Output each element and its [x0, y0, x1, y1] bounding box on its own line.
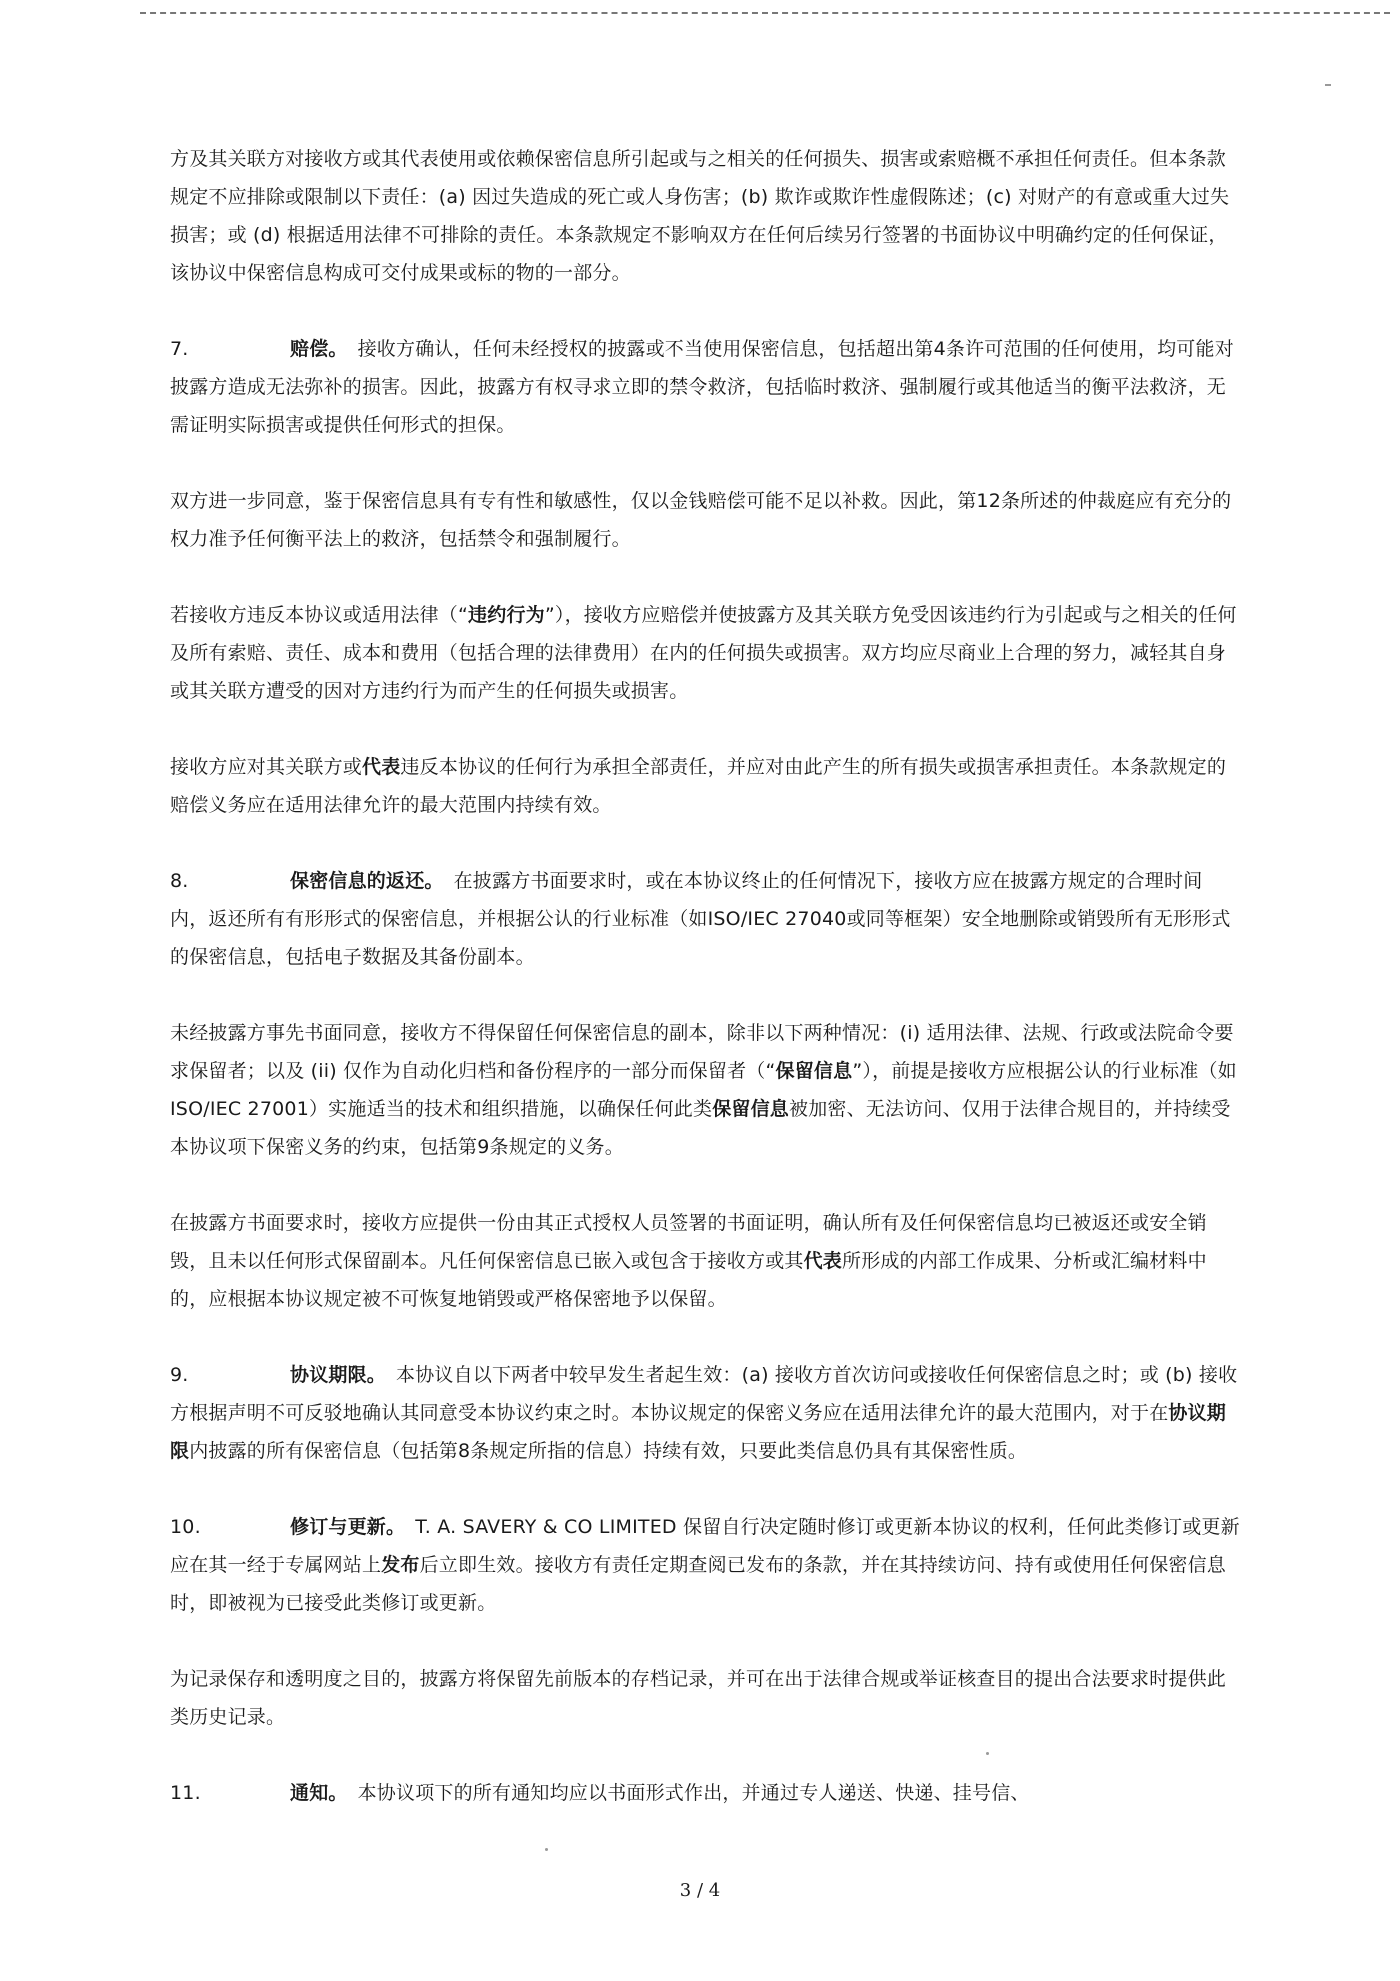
text-segment: 内披露的所有保密信息（包括第8条规定所指的信息）持续有效，只要此类信息仍具有其保密性质。: [189, 1440, 1028, 1462]
text-segment: 所形成的内部工作成果、分析或汇编材料中的，应根据本协议规定被不可恢复地销毁或严格保密地予以保留。: [170, 1250, 1207, 1310]
text-segment: 在披露方书面要求时，接收方应提供一份由其正式授权人员签署的书面证明，确认所有及任何保密信息均已被返还或安全销毁，且未以任何形式保留副本。凡任何保密信息已嵌入或包含于接收方或其: [170, 1212, 1207, 1272]
defined-term: 保留信息: [712, 1098, 789, 1120]
clause-title: 协议期限。: [290, 1364, 387, 1386]
clause-title: 赔偿。: [290, 338, 348, 360]
page-number: 3 / 4: [679, 1880, 721, 1901]
text-segment: 后立即生效。接收方有责任定期查阅已发布的条款，并在其持续访问、持有或使用任何保密信息时，即被视为已接受此类修订或更新。: [170, 1554, 1227, 1614]
text-segment: ”），前提是接收方应根据公认的行业标准（如ISO/IEC 27001）实施适当的技术和组织措施，以确保任何此类: [170, 1060, 1237, 1120]
clause-11: [170, 1774, 1240, 1812]
text-segment: ”），接收方应赔偿并使披露方及其关联方免受因该违约行为引起或与之相关的任何及所有索赔、责任、成本和费用（包括合理的法律费用）在内的任何损失或损害。双方均应尽商业上合理的努力，减轻其自身或其关联方遭受的因对方违约行为而产生的任何损失或损害。: [170, 604, 1237, 702]
text-segment: T. A. SAVERY & CO LIMITED 保留自行决定随时修订或更新本协议的权利，任何此类修订或更新应在其一经于专属网站上: [170, 1516, 1240, 1576]
text-segment: 被加密、无法访问、仅用于法律合规目的，并持续受本协议项下保密义务的约束，包括第9条规定的义务。: [170, 1098, 1231, 1158]
text-segment: 未经披露方事先书面同意，接收方不得保留任何保密信息的副本，除非以下两种情况：(i) 适用法律、法规、行政或法院命令要求保留者；以及 (ii) 仅作为自动化归档和备份程序的一部分而保留者（“: [170, 1022, 1234, 1082]
scan-top-rule: [140, 12, 1390, 14]
text-segment: 方及其关联方对接收方或其代表使用或依赖保密信息所引起或与之相关的任何损失、损害或索赔概不承担任何责任。但本条款规定不应排除或限制以下责任：(a) 因过失造成的死亡或人身伤害；(b) 欺诈或欺诈性虚假陈述；(c) 对财产的有意或重大过失损害；或 (d) 根据适用法律不可排除的责任。本条款规定不影响双方在任何后续另行签署的书面协议中明确约定的任何保证，该协议中保密信息构成可交付成果或标的物的一部分。: [170, 148, 1230, 284]
text-segment: 双方进一步同意，鉴于保密信息具有专有性和敏感性，仅以金钱赔偿可能不足以补救。因此，第12条所述的仲裁庭应有充分的权力准予任何衡平法上的救济，包括禁令和强制履行。: [170, 490, 1232, 550]
defined-term: 代表: [803, 1250, 843, 1272]
paragraph: [170, 1014, 1240, 1166]
paragraph: [170, 596, 1240, 710]
text-segment: 本协议自以下两者中较早发生者起生效：(a) 接收方首次访问或接收任何保密信息之时；或 (b) 接收方根据声明不可反驳地确认其同意受本协议约束之时。本协议规定的保密义务应在适用法律允许的最大范围内，对于在: [170, 1364, 1238, 1424]
text-segment: 接收方确认，任何未经授权的披露或不当使用保密信息，包括超出第4条许可范围的任何使用，均可能对披露方造成无法弥补的损害。因此，披露方有权寻求立即的禁令救济，包括临时救济、强制履行或其他适当的衡平法救济，无需证明实际损害或提供任何形式的担保。: [170, 338, 1234, 436]
paragraph: [170, 748, 1240, 824]
clause-number: 10.: [170, 1516, 201, 1538]
clause-number: 8.: [170, 870, 189, 892]
clause-title: 修订与更新。: [290, 1516, 406, 1538]
paragraph: [170, 482, 1240, 558]
defined-term: 违约行为: [468, 604, 545, 626]
text-segment: 若接收方违反本协议或适用法律（“: [170, 604, 469, 626]
clause-number: 9.: [170, 1364, 189, 1386]
defined-term: 发布: [381, 1554, 420, 1576]
paragraph: [170, 1660, 1240, 1736]
text-segment: 接收方应对其关联方或: [170, 756, 363, 778]
clause-title: 保密信息的返还。: [290, 870, 444, 892]
scan-mark: [1325, 84, 1331, 86]
clause-number: 7.: [170, 338, 189, 360]
text-segment: 违反本协议的任何行为承担全部责任，并应对由此产生的所有损失或损害承担责任。本条款规定的赔偿义务应在适用法律允许的最大范围内持续有效。: [170, 756, 1227, 816]
clause-7: [170, 330, 1240, 444]
paragraph: [170, 1204, 1240, 1318]
text-segment: 在披露方书面要求时，或在本协议终止的任何情况下，接收方应在披露方规定的合理时间内，返还所有有形形式的保密信息，并根据公认的行业标准（如ISO/IEC 27040或同等框架）安全地删除或销毁所有无形形式的保密信息，包括电子数据及其备份副本。: [170, 870, 1231, 968]
defined-term: 代表: [362, 756, 401, 778]
clause-9: [170, 1356, 1240, 1470]
text-segment: 为记录保存和透明度之目的，披露方将保留先前版本的存档记录，并可在出于法律合规或举证核查目的提出合法要求时提供此类历史记录。: [170, 1668, 1227, 1728]
defined-term: 保留信息: [775, 1060, 853, 1082]
text-segment: 本协议项下的所有通知均应以书面形式作出，并通过专人递送、快递、挂号信、: [357, 1782, 1030, 1804]
defined-term: 协议期限: [170, 1402, 1227, 1462]
clause-number: 11.: [170, 1782, 201, 1804]
clause-8: [170, 862, 1240, 976]
paragraph: [170, 140, 1240, 292]
clause-10: [170, 1508, 1240, 1622]
document-body: [170, 140, 1240, 1850]
clause-title: 通知。: [290, 1782, 348, 1804]
